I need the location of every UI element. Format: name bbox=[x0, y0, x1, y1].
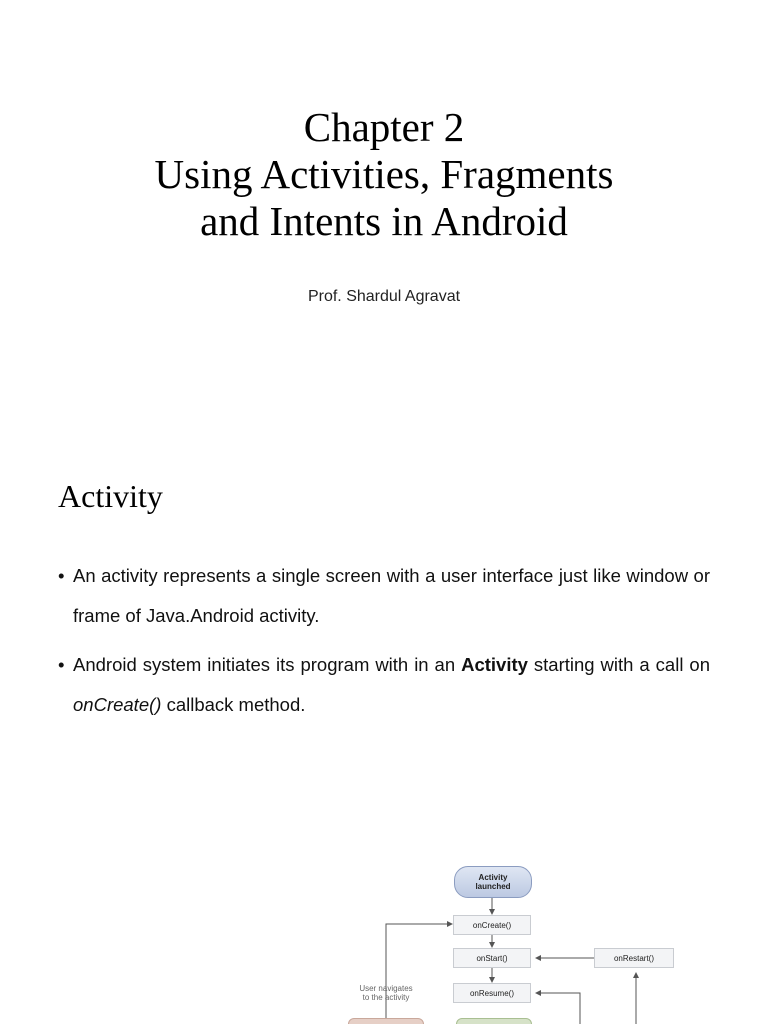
note-line-2: to the activity bbox=[362, 993, 410, 1002]
arrow-to-resume bbox=[536, 993, 580, 1024]
activity-lifecycle-diagram bbox=[340, 860, 740, 1024]
activity-slide bbox=[0, 430, 768, 850]
bullet-item-1 bbox=[58, 556, 710, 636]
process-killed-node-partial bbox=[348, 1018, 424, 1024]
launch-line-2: launched bbox=[475, 882, 511, 891]
activity-running-node-partial bbox=[456, 1018, 532, 1024]
bullet-marker: • bbox=[58, 565, 65, 586]
bullet-text-middle: starting with a call on bbox=[527, 654, 710, 675]
lifecycle-slide bbox=[0, 860, 768, 1024]
user-navigates-note bbox=[354, 984, 418, 1002]
slide-heading: Activity bbox=[58, 478, 163, 514]
author-name: Prof. Shardul Agravat bbox=[307, 288, 461, 305]
bullet-text-before: Android system initiates its program with in an bbox=[73, 654, 462, 675]
bullet-text: An activity represents a single screen with a user interface just like window or frame of Java.Android activity. bbox=[73, 565, 710, 626]
title-line-1: Chapter 2 bbox=[303, 104, 465, 150]
title-slide bbox=[0, 0, 768, 420]
onstart-node: onStart() bbox=[453, 948, 531, 968]
slide-title bbox=[0, 104, 768, 245]
note-line-1: User navigates bbox=[359, 984, 413, 993]
bullet-italic-method: onCreate() bbox=[73, 694, 162, 715]
title-line-3: and Intents in Android bbox=[200, 198, 568, 244]
oncreate-node: onCreate() bbox=[453, 915, 531, 935]
title-line-2: Using Activities, Fragments bbox=[154, 151, 614, 197]
bullet-marker: • bbox=[58, 654, 65, 675]
bullet-list bbox=[58, 556, 710, 734]
launch-line-1: Activity bbox=[478, 873, 508, 882]
activity-launched-node bbox=[454, 866, 532, 898]
bullet-text-after: callback method. bbox=[161, 694, 306, 715]
bullet-bold-term: Activity bbox=[461, 654, 528, 675]
bullet-item-2 bbox=[58, 645, 710, 725]
onrestart-node: onRestart() bbox=[594, 948, 674, 968]
arrow-user-navigates bbox=[386, 924, 452, 1024]
onresume-node: onResume() bbox=[453, 983, 531, 1003]
